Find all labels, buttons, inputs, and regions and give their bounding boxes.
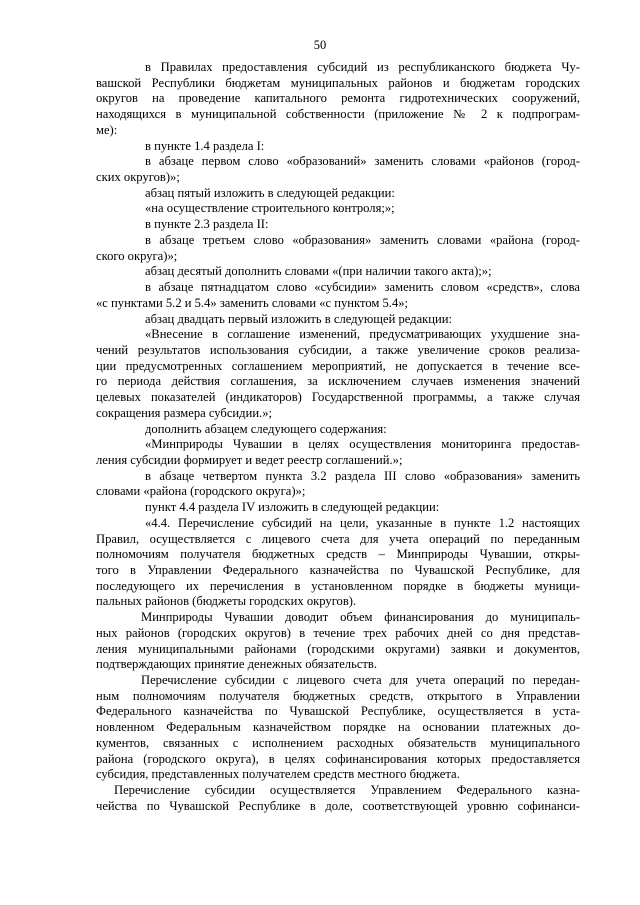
text-line: ления муниципальными районами (городскими округами) заявки и документов, bbox=[96, 641, 580, 656]
text-line: ме): bbox=[96, 122, 118, 137]
text-line: в абзаце пятнадцатом слово «субсидии» заменить словом «средств», слова bbox=[145, 280, 580, 295]
text-line: в Правилах предоставления субсидий из республиканского бюджета Чу- bbox=[145, 60, 580, 74]
text-line: дополнить абзацем следующего содержания: bbox=[145, 421, 387, 436]
text-line: ских округов)»; bbox=[96, 170, 180, 185]
text-line: района (городского округа), в целях софинансирования которых предоставляется bbox=[96, 751, 580, 766]
text-line: находящихся в муниципальной собственности (приложение № 2 к подпрограм- bbox=[96, 107, 580, 122]
text-line: абзац десятый дополнить словами «(при наличии такого акта);»; bbox=[145, 264, 492, 279]
text-line: в абзаце первом слово «образований» заменить словами «районов (город- bbox=[145, 154, 580, 169]
text-line: абзац пятый изложить в следующей редакции: bbox=[145, 185, 395, 200]
text-line: сокращения размера субсидии.»; bbox=[96, 405, 272, 420]
text-line: полномочиям получателя бюджетных средств – Минприроды Чувашии, откры- bbox=[96, 547, 580, 562]
text-line: чений результатов использования субсидии, а также увеличение сроков реализа- bbox=[96, 342, 580, 357]
document-body bbox=[96, 60, 580, 815]
text-line: Правил, осуществляется с лицевого счета для учета операций по переданным bbox=[96, 531, 580, 546]
text-line: в пункте 2.3 раздела II: bbox=[145, 217, 269, 232]
text-line: «Внесение в соглашение изменений, предусматривающих ухудшение зна- bbox=[145, 327, 580, 342]
text-line: абзац двадцать первый изложить в следующей редакции: bbox=[145, 311, 453, 326]
text-line: чейства по Чувашской Республике в доле, соответствующей уровню софинанси- bbox=[96, 798, 580, 813]
text-line: кументов, связанных с исполнением расходных обязательств муниципального bbox=[96, 735, 580, 750]
text-line: «4.4. Перечисление субсидий на цели, указанные в пункте 1.2 настоящих bbox=[145, 515, 580, 530]
text-line: пункт 4.4 раздела IV изложить в следующей редакции: bbox=[145, 500, 440, 515]
text-line: Минприроды Чувашии доводит объем финансирования до муниципаль- bbox=[141, 610, 580, 625]
text-line: Перечисление субсидии с лицевого счета для учета операций по передан- bbox=[141, 673, 580, 688]
text-line: Перечисление субсидии осуществляется Управлением Федерального казна- bbox=[114, 783, 580, 798]
text-line: словами «района (городского округа)»; bbox=[96, 484, 306, 499]
text-line: в пункте 1.4 раздела I: bbox=[145, 138, 265, 153]
text-line: ных районов (городских округов) в течение трех рабочих дней со дня представ- bbox=[96, 625, 580, 640]
text-line: «на осуществление строительного контроля;»; bbox=[145, 201, 395, 216]
text-line: ции предусмотренных соглашением мероприятий, не допускается в течение все- bbox=[96, 358, 580, 373]
text-line: «Минприроды Чувашии в целях осуществления мониторинга предостав- bbox=[145, 437, 580, 452]
text-line: ления субсидии формирует и ведет реестр соглашений.»; bbox=[96, 452, 403, 467]
text-line: «с пунктами 5.2 и 5.4» заменить словами «с пунктом 5.4»; bbox=[96, 295, 409, 310]
text-line: в абзаце четвертом пункта 3.2 раздела III слово «образования» заменить bbox=[145, 468, 580, 483]
text-line: округов на проведение капитального ремонта гидротехнических сооружений, bbox=[96, 91, 580, 106]
page-number: 50 bbox=[313, 38, 327, 52]
text-line: целевых показателей (индикаторов) Государственной программы, а также случая bbox=[96, 390, 580, 405]
text-line: вашской Республики бюджетам муниципальных районов и бюджетам городских bbox=[96, 75, 580, 90]
text-line: субсидия, представленных получателем средств местного бюджета. bbox=[96, 767, 460, 782]
text-line: ным полномочиям получателя бюджетных средств, открытого в Управлении bbox=[96, 688, 580, 703]
text-line: ского округа)»; bbox=[96, 248, 178, 263]
text-line: в абзаце третьем слово «образования» заменить словами «района (город- bbox=[145, 232, 580, 247]
text-line: последующего их перечисления в установленном порядке в бюджеты муници- bbox=[96, 578, 580, 593]
text-line: того в Управлении Федерального казначейства по Чувашской Республике, для bbox=[96, 563, 580, 577]
text-line: го периода действия соглашения, за исключением случаев изменения значений bbox=[96, 374, 580, 389]
text-line: пальных районов (бюджеты городских округов). bbox=[96, 594, 357, 609]
text-line: подтверждающих принятие денежных обязательств. bbox=[96, 657, 378, 672]
text-line: Федерального казначейства по Чувашской Республике, осуществляется в уста- bbox=[96, 704, 580, 719]
text-line: новленном Федеральным казначейством порядке на основании платежных до- bbox=[96, 720, 580, 735]
